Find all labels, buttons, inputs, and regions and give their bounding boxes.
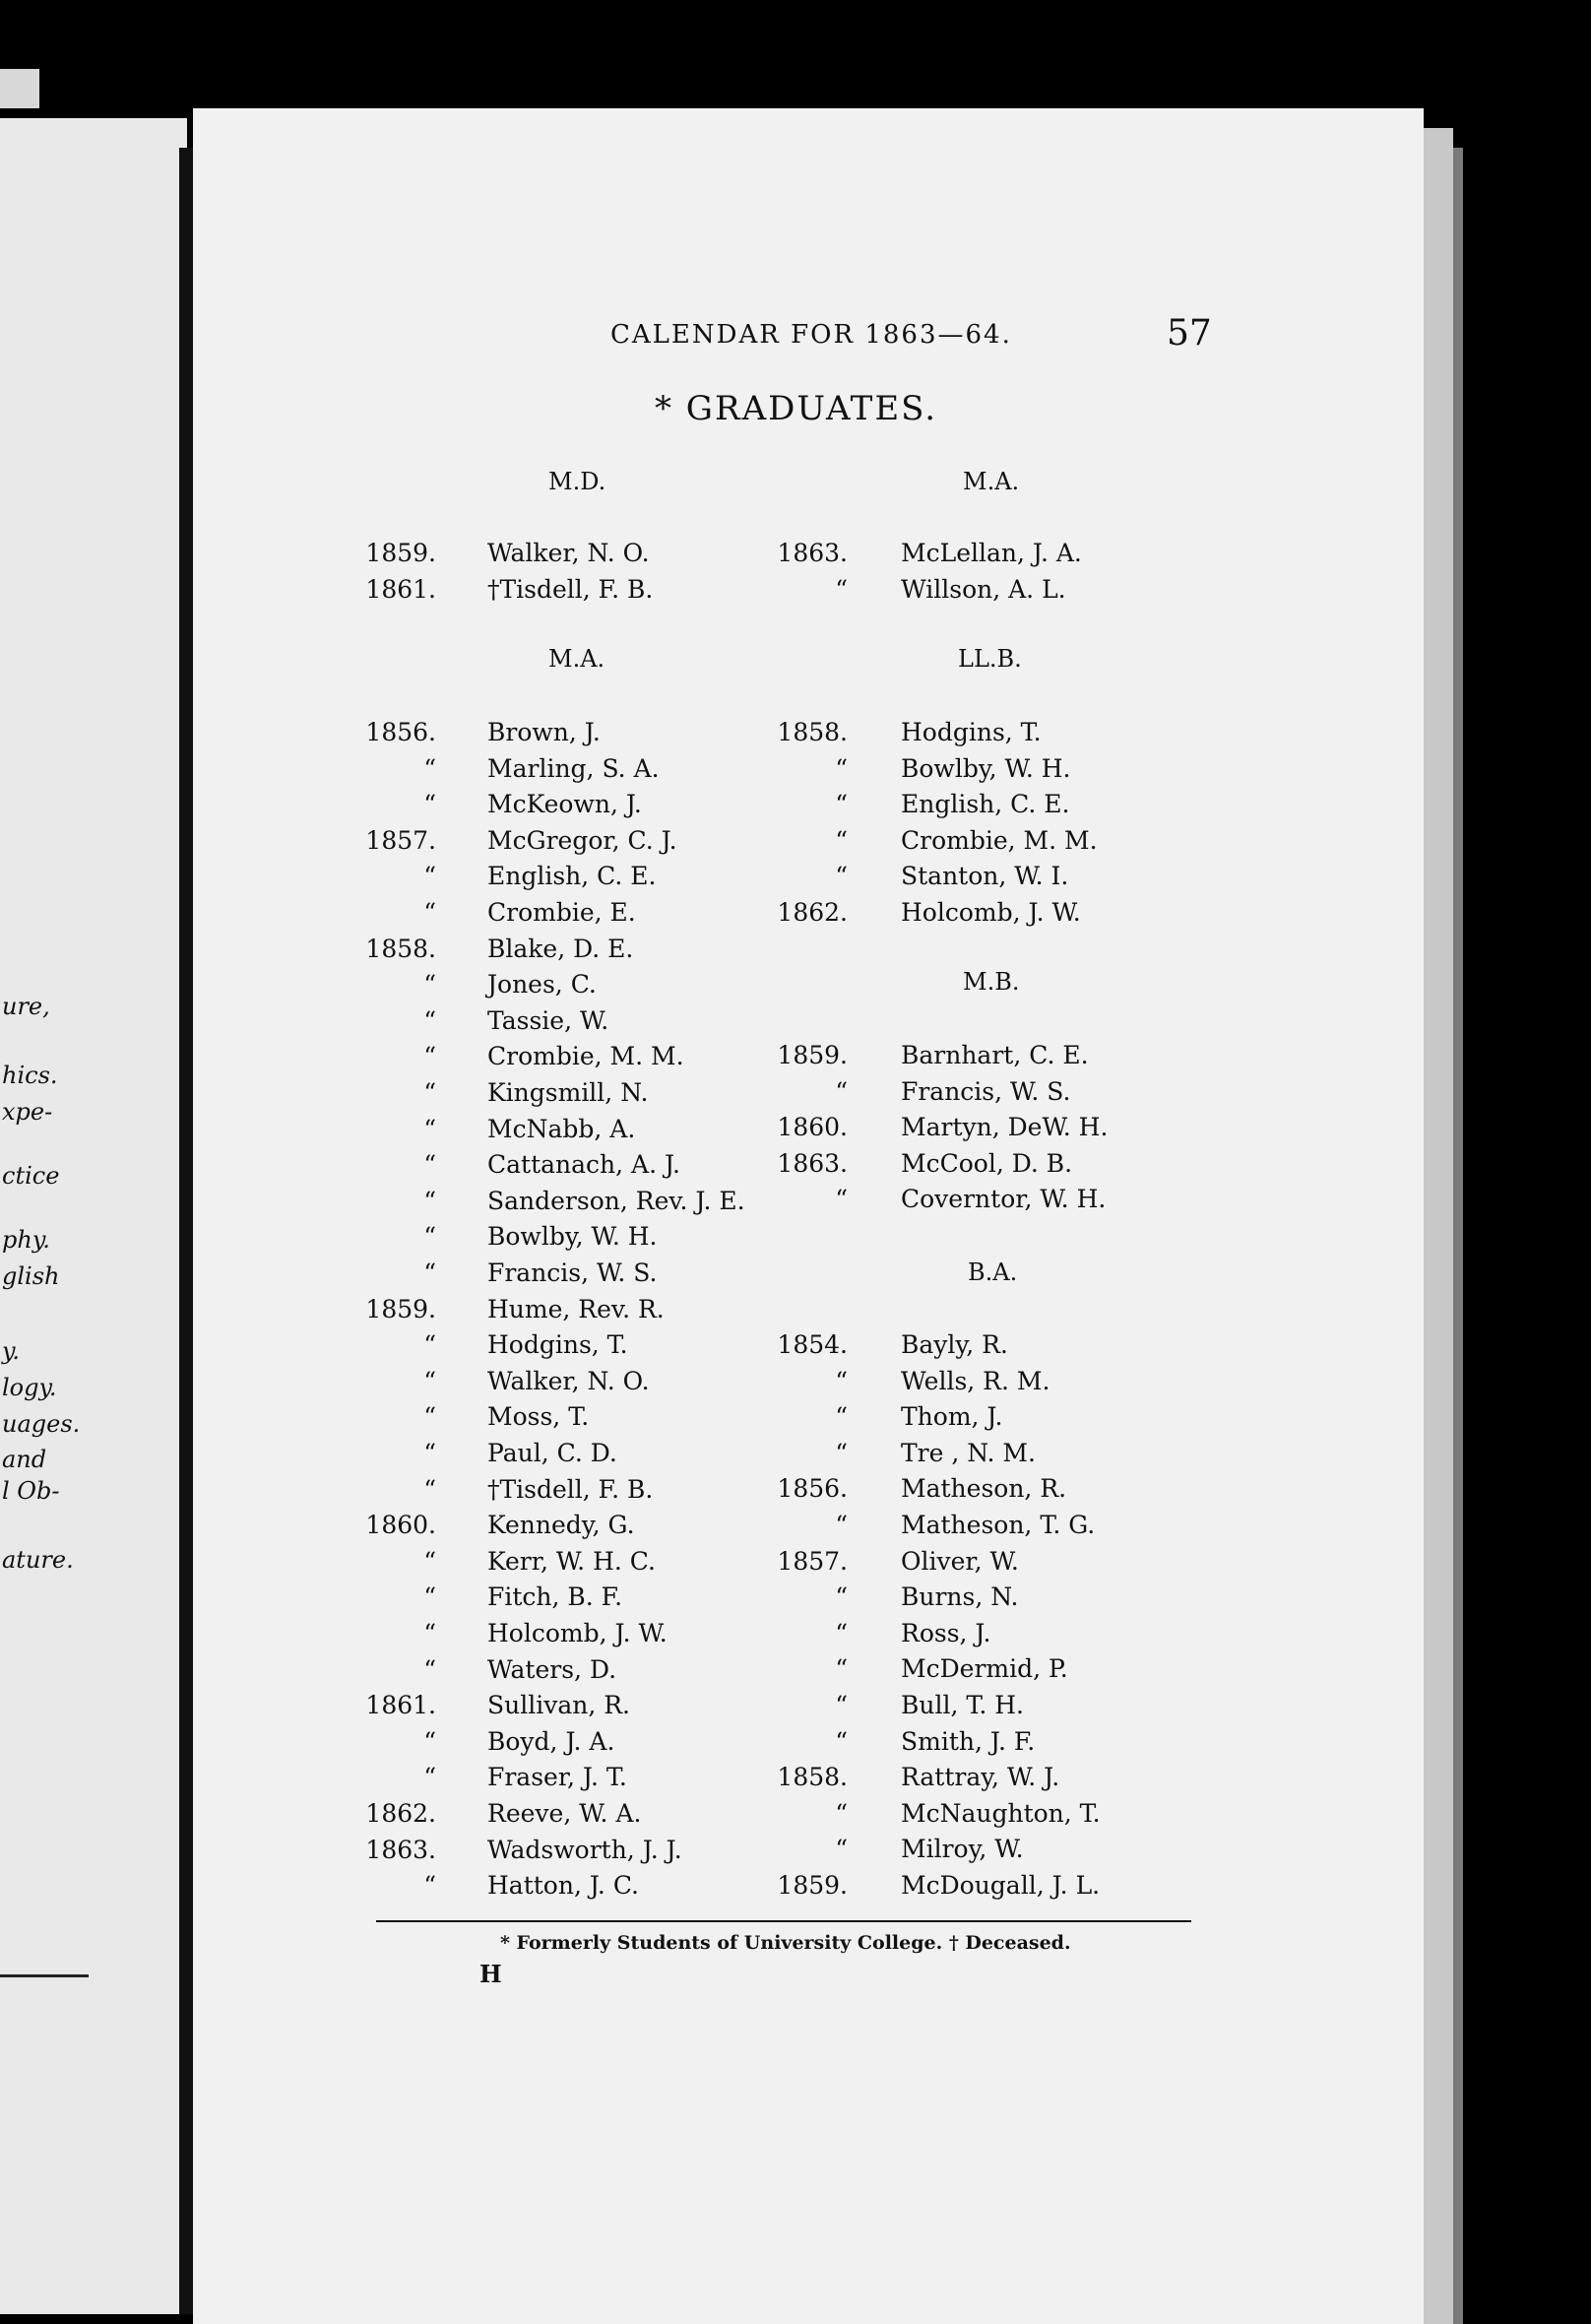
entry-name: McDougall, J. L. bbox=[901, 1871, 1101, 1900]
entry-name: Jones, C. bbox=[487, 970, 597, 1000]
left-page-fragment: glish bbox=[2, 1262, 60, 1290]
entry-name: Hatton, J. C. bbox=[487, 1871, 640, 1901]
entry-year: “ bbox=[835, 1726, 848, 1756]
entry-name: Thom, J. bbox=[901, 1402, 1003, 1432]
running-title: CALENDAR FOR 1863—64. bbox=[610, 320, 1012, 350]
entry-name: Tre , N. M. bbox=[901, 1438, 1036, 1467]
entry-year: 1856. bbox=[365, 718, 436, 746]
entry-name: Tassie, W. bbox=[487, 1005, 609, 1035]
entry-name: Blake, D. E. bbox=[487, 934, 634, 963]
entry-year: “ bbox=[423, 1366, 436, 1395]
entry-name: Crombie, M. M. bbox=[487, 1042, 684, 1071]
entry-year: “ bbox=[423, 1259, 436, 1287]
right-page-edge bbox=[1424, 128, 1453, 2324]
entry-name: Marling, S. A. bbox=[487, 753, 660, 783]
section-heading-llb: LL.B. bbox=[958, 645, 1022, 673]
entry-name: McNabb, A. bbox=[487, 1114, 636, 1143]
entry-year: “ bbox=[423, 1222, 436, 1252]
entry-name: Reeve, W. A. bbox=[487, 1799, 642, 1828]
entry-name: Paul, C. D. bbox=[487, 1439, 617, 1467]
entry-year: “ bbox=[423, 1330, 436, 1360]
entry-name: Hodgins, T. bbox=[487, 1330, 628, 1360]
entry-year: 1858. bbox=[777, 1763, 848, 1792]
entry-year: “ bbox=[423, 1402, 436, 1432]
entry-name: Bayly, R. bbox=[901, 1330, 1008, 1359]
signature-mark: H bbox=[479, 1960, 502, 1988]
entry-year: “ bbox=[835, 1402, 848, 1432]
entry-year: “ bbox=[423, 1114, 436, 1143]
entry-name: Bowlby, W. H. bbox=[487, 1222, 658, 1252]
section-heading-md: M.D. bbox=[548, 468, 606, 495]
entry-name: Waters, D. bbox=[487, 1654, 617, 1684]
entry-name: McKeown, J. bbox=[487, 790, 642, 819]
entry-name: Crombie, E. bbox=[487, 898, 636, 927]
entry-name: Fitch, B. F. bbox=[487, 1582, 623, 1612]
entry-year: “ bbox=[835, 1835, 848, 1864]
entry-year: “ bbox=[423, 1186, 436, 1215]
entry-name: Brown, J. bbox=[487, 718, 601, 746]
entry-name: Hume, Rev. R. bbox=[487, 1294, 665, 1323]
left-page-rule bbox=[0, 1974, 89, 1977]
entry-name: Burns, N. bbox=[901, 1582, 1019, 1612]
left-page-fragment: and bbox=[2, 1446, 47, 1473]
entry-year: “ bbox=[835, 1511, 848, 1539]
entry-name: Smith, J. F. bbox=[901, 1726, 1036, 1756]
entry-name: Moss, T. bbox=[487, 1402, 590, 1432]
entry-name: Sullivan, R. bbox=[487, 1691, 631, 1720]
left-page-fragment: xpe- bbox=[2, 1098, 53, 1126]
entry-year: “ bbox=[835, 1691, 848, 1719]
entry-year: 1863. bbox=[777, 539, 848, 567]
entry-year: 1861. bbox=[365, 574, 436, 604]
entry-year: “ bbox=[423, 790, 436, 819]
entry-name: Matheson, T. G. bbox=[901, 1511, 1096, 1539]
entry-name: Ross, J. bbox=[901, 1618, 991, 1647]
entry-name: Francis, W. S. bbox=[487, 1259, 658, 1287]
entry-name: Crombie, M. M. bbox=[901, 825, 1098, 855]
entry-name: Cattanach, A. J. bbox=[487, 1150, 681, 1180]
entry-name: English, C. E. bbox=[901, 790, 1070, 819]
section-heading-mb: M.B. bbox=[963, 968, 1020, 996]
entry-year: “ bbox=[835, 574, 848, 604]
entry-year: “ bbox=[423, 1042, 436, 1071]
section-heading-ma-left: M.A. bbox=[548, 645, 605, 673]
entry-name: Sanderson, Rev. J. E. bbox=[487, 1186, 745, 1215]
entry-year: “ bbox=[835, 1438, 848, 1467]
entry-year: “ bbox=[835, 1076, 848, 1106]
entry-year: “ bbox=[835, 790, 848, 819]
left-page-fragment: l Ob- bbox=[2, 1477, 60, 1505]
entry-year: “ bbox=[835, 862, 848, 891]
entry-year: 1857. bbox=[365, 825, 436, 855]
entry-year: “ bbox=[835, 1582, 848, 1612]
entry-year: “ bbox=[423, 1078, 436, 1107]
entry-year: “ bbox=[835, 1618, 848, 1647]
entry-name: Kennedy, G. bbox=[487, 1511, 635, 1540]
entry-name: Francis, W. S. bbox=[901, 1076, 1071, 1106]
left-page-fragment: y. bbox=[2, 1337, 20, 1365]
entry-name: Walker, N. O. bbox=[487, 1366, 650, 1395]
entry-year: 1859. bbox=[365, 1294, 436, 1323]
entry-year: “ bbox=[423, 1005, 436, 1035]
entry-name: Fraser, J. T. bbox=[487, 1763, 627, 1792]
entry-name: McCool, D. B. bbox=[901, 1148, 1073, 1178]
entry-name: †Tisdell, F. B. bbox=[487, 574, 654, 604]
entry-name: Kerr, W. H. C. bbox=[487, 1546, 656, 1576]
entry-year: 1861. bbox=[365, 1691, 436, 1720]
entry-year: “ bbox=[835, 1366, 848, 1395]
entry-name: McDermid, P. bbox=[901, 1654, 1068, 1684]
entry-name: English, C. E. bbox=[487, 862, 657, 891]
entry-year: “ bbox=[423, 898, 436, 927]
entry-name: †Tisdell, F. B. bbox=[487, 1474, 654, 1504]
entry-name: McNaughton, T. bbox=[901, 1798, 1101, 1828]
entry-year: “ bbox=[423, 1150, 436, 1180]
entry-name: McLellan, J. A. bbox=[901, 539, 1082, 567]
page bbox=[193, 108, 1424, 2324]
entry-name: Milroy, W. bbox=[901, 1835, 1024, 1864]
entry-year: 1859. bbox=[365, 539, 436, 567]
entry-name: Wells, R. M. bbox=[901, 1366, 1050, 1395]
entry-name: Hodgins, T. bbox=[901, 718, 1042, 746]
entry-year: “ bbox=[423, 1619, 436, 1647]
entry-year: “ bbox=[835, 1654, 848, 1684]
left-page-fragment: ature. bbox=[2, 1546, 74, 1574]
entry-year: “ bbox=[423, 1546, 436, 1576]
entry-year: 1859. bbox=[777, 1871, 848, 1900]
entry-name: Martyn, DeW. H. bbox=[901, 1113, 1109, 1142]
entry-name: Matheson, R. bbox=[901, 1474, 1067, 1504]
footnote: * Formerly Students of University College. † Deceased. bbox=[500, 1932, 1071, 1954]
entry-year: “ bbox=[423, 1582, 436, 1612]
entry-year: 1860. bbox=[365, 1511, 436, 1540]
entry-name: Holcomb, J. W. bbox=[901, 898, 1081, 927]
entry-name: Willson, A. L. bbox=[901, 574, 1066, 604]
entry-name: Bowlby, W. H. bbox=[901, 753, 1071, 783]
left-page-fragment: ctice bbox=[2, 1162, 60, 1190]
entry-year: 1860. bbox=[777, 1113, 848, 1142]
entry-year: “ bbox=[835, 1185, 848, 1214]
entry-name: Rattray, W. J. bbox=[901, 1763, 1060, 1792]
entry-year: 1854. bbox=[777, 1330, 848, 1359]
left-page-edge bbox=[0, 118, 187, 2314]
entry-name: Stanton, W. I. bbox=[901, 862, 1069, 891]
left-page-fragment: ure, bbox=[2, 993, 50, 1020]
entry-year: 1862. bbox=[777, 898, 848, 927]
entry-year: “ bbox=[423, 1474, 436, 1504]
entry-year: “ bbox=[423, 1871, 436, 1901]
entry-name: Oliver, W. bbox=[901, 1546, 1019, 1576]
entry-year: “ bbox=[423, 753, 436, 783]
entry-name: Wadsworth, J. J. bbox=[487, 1835, 682, 1864]
entry-year: “ bbox=[423, 1439, 436, 1467]
left-page-fragment: phy. bbox=[2, 1226, 50, 1254]
entry-name: Boyd, J. A. bbox=[487, 1726, 615, 1756]
entry-year: 1859. bbox=[777, 1041, 848, 1069]
entry-year: 1862. bbox=[365, 1799, 436, 1828]
entry-year: 1863. bbox=[365, 1835, 436, 1864]
entry-name: Bull, T. H. bbox=[901, 1691, 1024, 1719]
entry-name: Coverntor, W. H. bbox=[901, 1185, 1107, 1214]
left-page-fragment: uages. bbox=[2, 1410, 81, 1438]
entry-year: “ bbox=[423, 862, 436, 891]
entry-name: Kingsmill, N. bbox=[487, 1078, 649, 1107]
left-page-tab bbox=[0, 69, 39, 108]
entry-year: “ bbox=[423, 1654, 436, 1684]
entry-year: “ bbox=[835, 753, 848, 783]
entry-year: 1856. bbox=[777, 1474, 848, 1504]
footnote-rule bbox=[376, 1920, 1191, 1922]
entry-year: “ bbox=[423, 1763, 436, 1792]
right-page-shadow bbox=[1453, 148, 1463, 2324]
entry-year: “ bbox=[835, 825, 848, 855]
entry-year: “ bbox=[423, 1726, 436, 1756]
entry-year: “ bbox=[835, 1798, 848, 1828]
section-heading-ba: B.A. bbox=[968, 1259, 1018, 1286]
entry-year: “ bbox=[423, 970, 436, 1000]
entry-year: 1857. bbox=[777, 1546, 848, 1576]
page-title: * GRADUATES. bbox=[655, 389, 938, 428]
entry-name: Walker, N. O. bbox=[487, 539, 650, 567]
entry-year: 1858. bbox=[365, 934, 436, 963]
entry-name: McGregor, C. J. bbox=[487, 825, 677, 855]
left-page-fragment: logy. bbox=[2, 1374, 57, 1401]
entry-name: Holcomb, J. W. bbox=[487, 1619, 668, 1647]
section-heading-ma-right: M.A. bbox=[963, 468, 1020, 495]
left-page-fragment: hics. bbox=[2, 1062, 58, 1089]
entry-year: 1858. bbox=[777, 718, 848, 746]
entry-name: Barnhart, C. E. bbox=[901, 1041, 1089, 1069]
entry-year: 1863. bbox=[777, 1148, 848, 1178]
page-number: 57 bbox=[1167, 313, 1212, 354]
